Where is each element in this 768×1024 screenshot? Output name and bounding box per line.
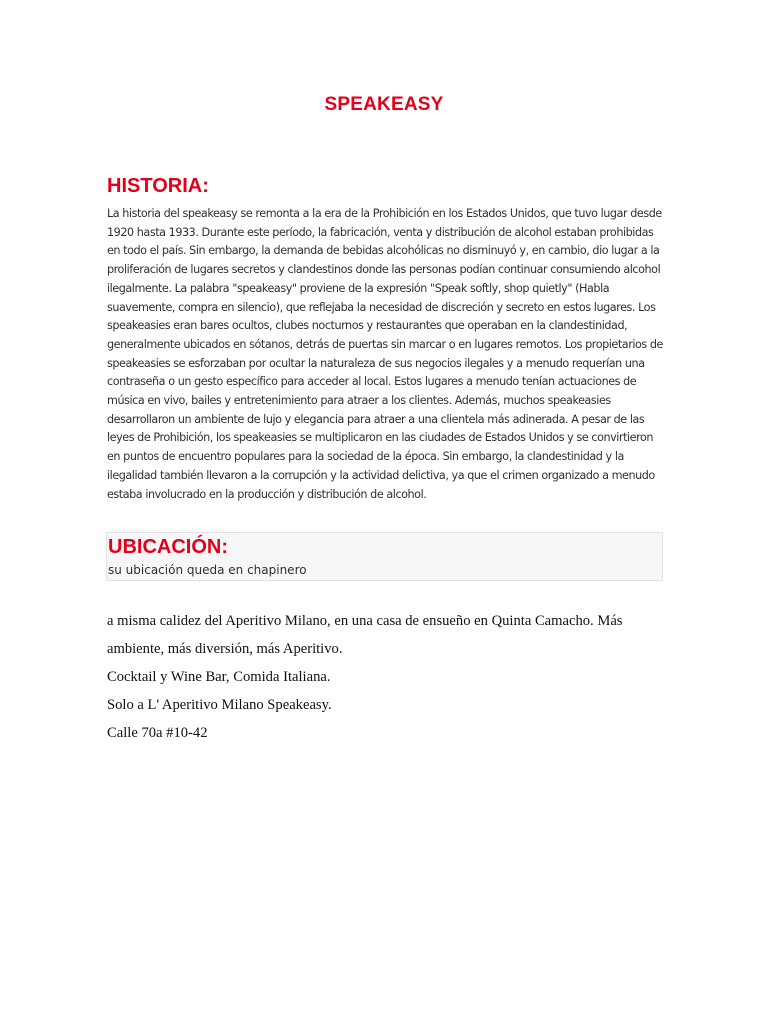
ubicacion-text: su ubicación queda en chapinero <box>108 563 307 577</box>
page-title: SPEAKEASY <box>324 94 444 115</box>
historia-heading: HISTORIA: <box>107 175 209 197</box>
ubicacion-heading: UBICACIÓN: <box>108 536 228 558</box>
details-block <box>107 607 667 747</box>
details-line-bar: Cocktail y Wine Bar, Comida Italiana. <box>107 669 331 685</box>
details-line-address: Calle 70a #10-42 <box>107 725 208 741</box>
historia-paragraph: La historia del speakeasy se remonta a la era de la Prohibición en los Estados Unidos, que tuvo lugar desde 1920 hasta 1933. Durante este período, la fabricación, venta y distribución de alcohol estaban prohibidas en todo el país. Sin embargo, la demanda de bebidas alcohólicas no disminuyó y, en cambio, dio lugar a la proliferación de lugares secretos y clandestinos donde las personas podían continuar consumiendo alcohol ilegalmente. La palabra "speakeasy" proviene de la expresión "Speak softly, shop quietly" (Habla suavemente, compra en silencio), que reflejaba la necesidad de discreción y secreto en estos lugares. Los speakeasies eran bares ocultos, clubes nocturnos y restaurantes que operaban en la clandestinidad, generalmente ubicados en sótanos, detrás de puertas sin marcar o en lugares remotos. Los propietarios de speakeasies se esforzaban por ocultar la naturaleza de sus negocios ilegales y a menudo requerían una contraseña o un gesto específico para acceder al local. Estos lugares a menudo tenían actuaciones de música en vivo, bailes y entretenimiento para atraer a los clientes. Además, muchos speakeasies desarrollaron un ambiente de lujo y elegancia para atraer a una clientela más adinerada. A pesar de las leyes de Prohibición, los speakeasies se multiplicaron en las ciudades de Estados Unidos y se convirtieron en puntos de encuentro populares para la sociedad de la época. Sin embargo, la clandestinidad y la ilegalidad también llevaron a la corrupción y la actividad delictiva, ya que el crimen organizado a menudo estaba involucrado en la producción y distribución de alcohol. <box>107 207 663 501</box>
details-paragraph: a misma calidez del Aperitivo Milano, en una casa de ensueño en Quinta Camacho. Más ambiente, más diversión, más Aperitivo. <box>107 613 623 657</box>
ubicacion-section <box>106 532 663 581</box>
details-line-name: Solo a L' Aperitivo Milano Speakeasy. <box>107 697 332 713</box>
